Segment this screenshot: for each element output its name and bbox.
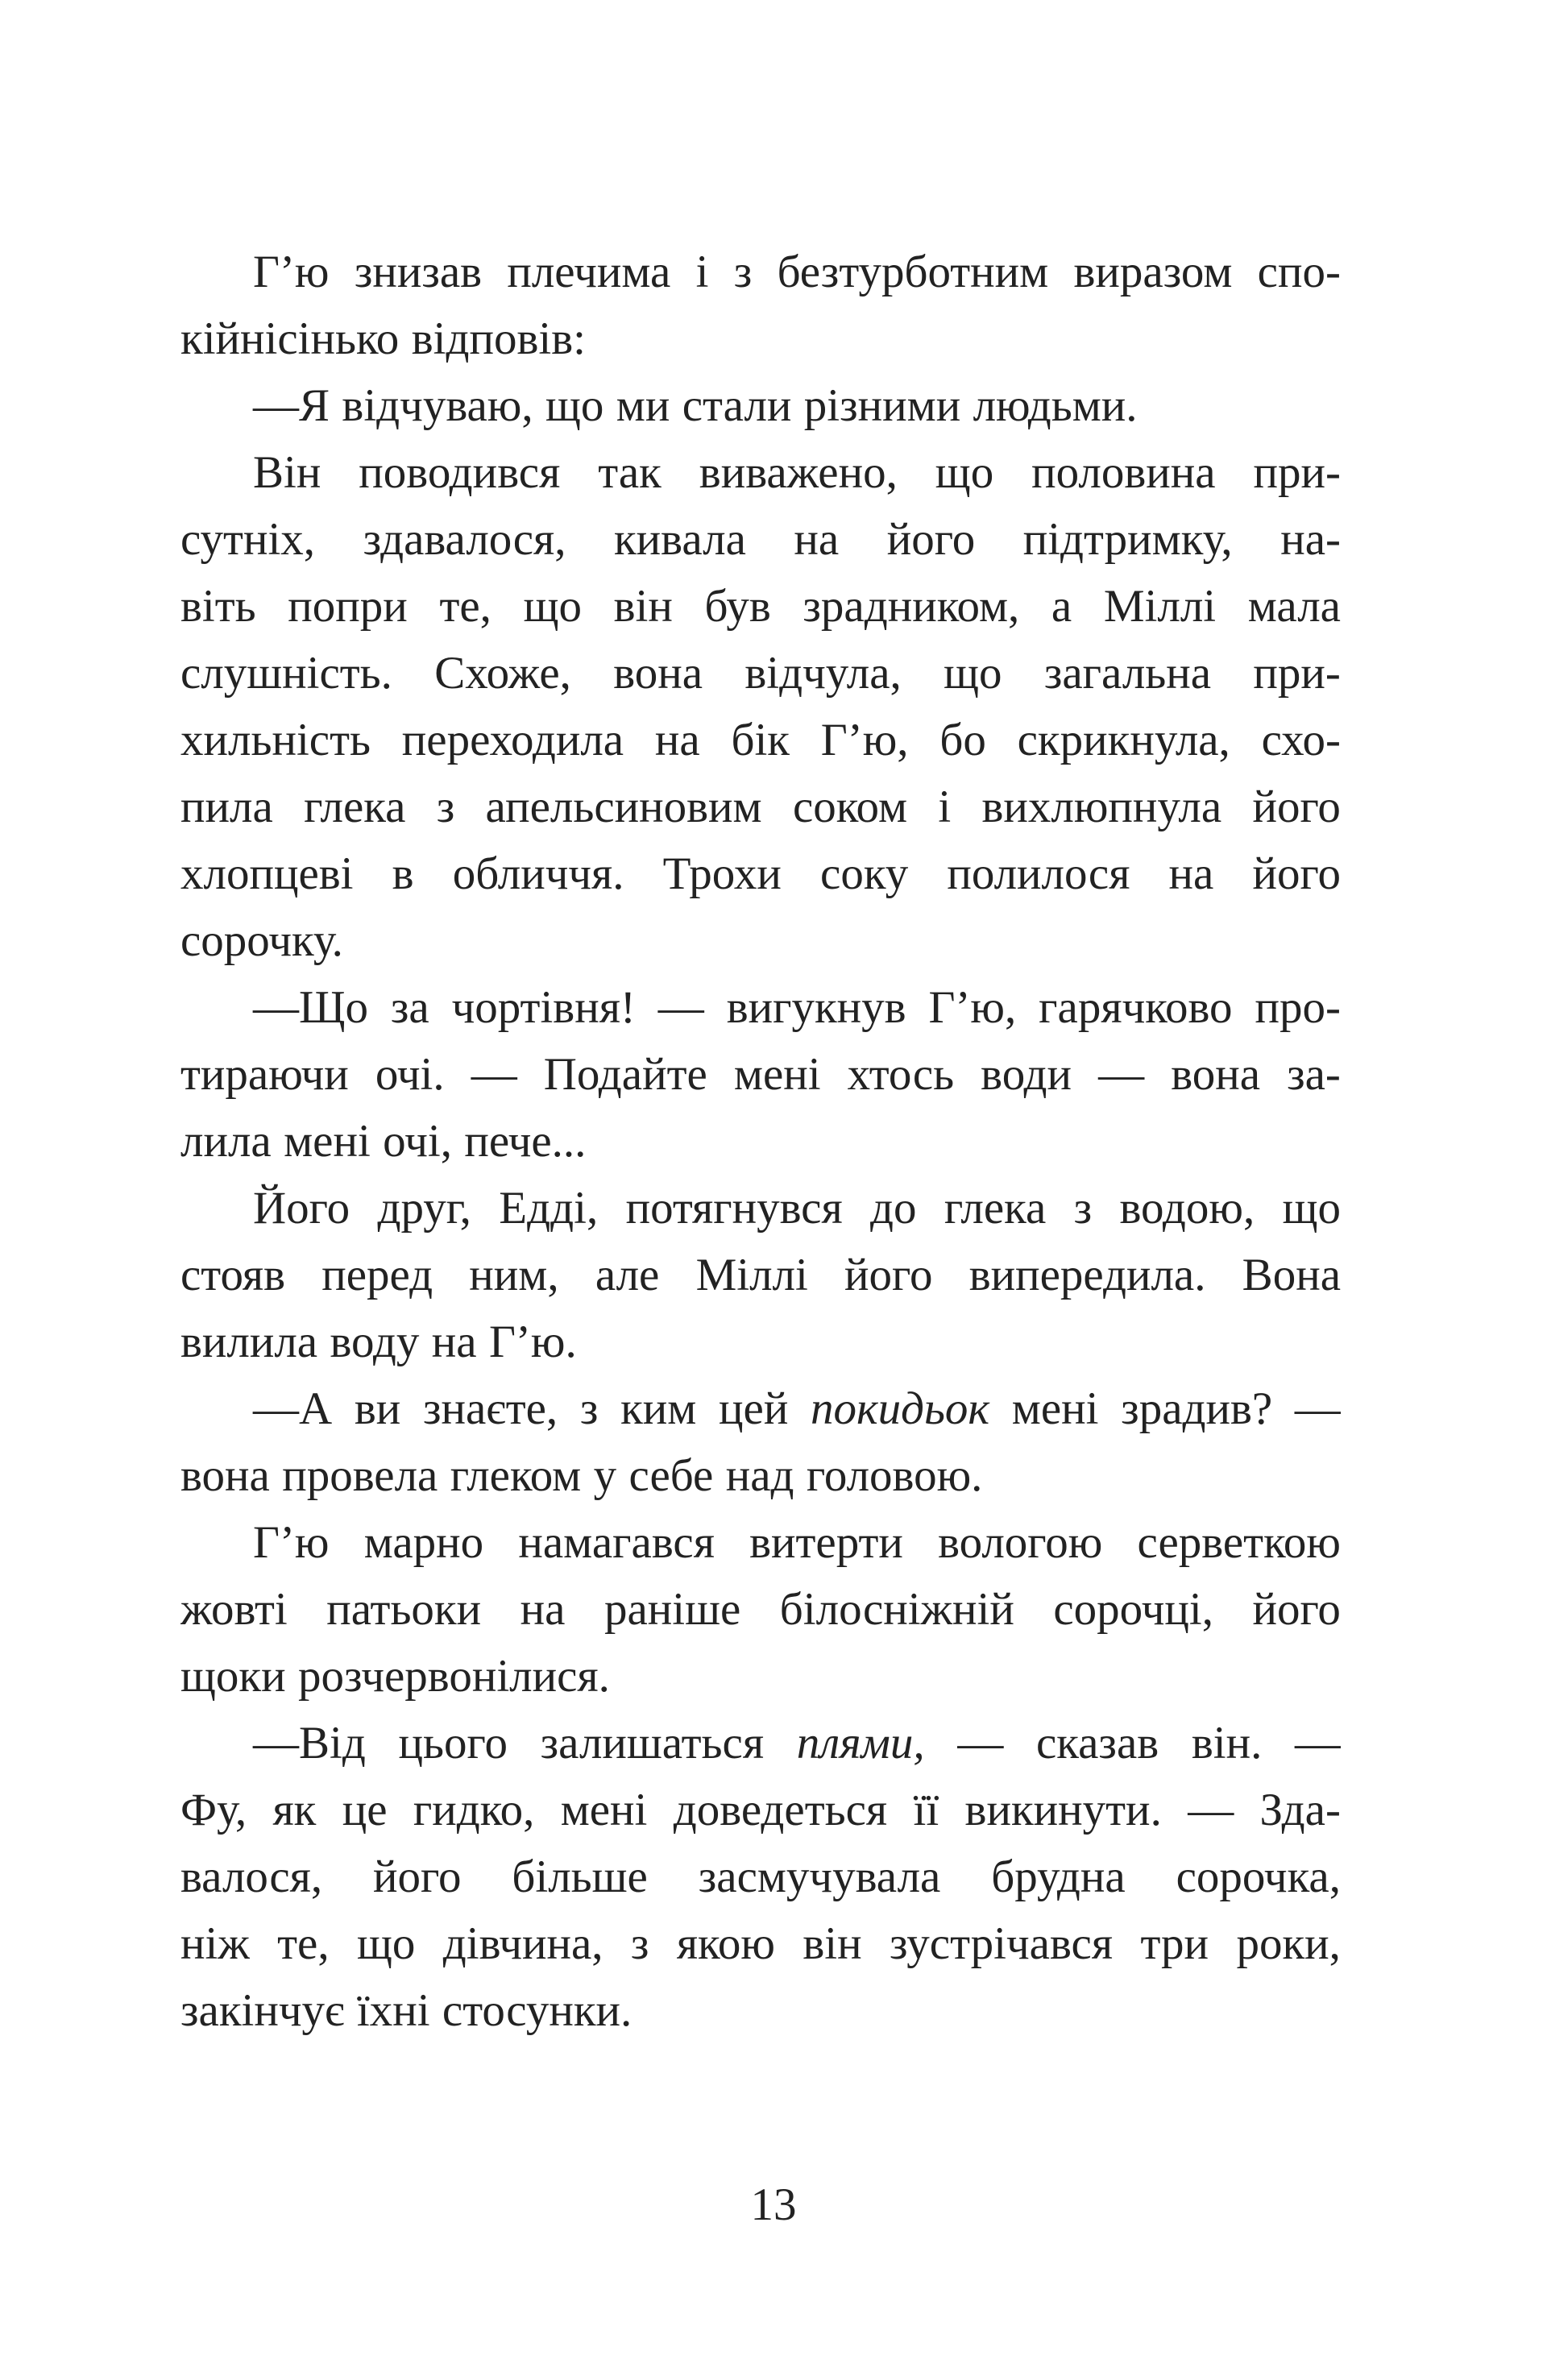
word: обличчя.	[452, 848, 624, 899]
text-line	[180, 773, 1341, 840]
word: глека	[944, 1183, 1047, 1234]
word: соком	[792, 782, 908, 832]
text-line	[180, 1643, 1341, 1710]
word: апельсиновим	[485, 782, 762, 832]
word: розчервонілися.	[297, 1651, 610, 1702]
text-line	[180, 1710, 1341, 1777]
word: його	[886, 514, 976, 565]
word: кійнісінько	[180, 313, 400, 364]
paragraph	[180, 1375, 1341, 1509]
word: відчула,	[744, 648, 902, 699]
text-line	[180, 840, 1341, 907]
word: жовті	[180, 1584, 288, 1635]
word: до	[870, 1183, 917, 1234]
word: себе	[628, 1450, 714, 1501]
text-line	[180, 238, 1341, 305]
word: при-	[1253, 447, 1341, 498]
text-line	[180, 439, 1341, 506]
word: ним,	[469, 1250, 559, 1300]
word: знизав	[354, 247, 483, 297]
word: стали	[682, 380, 792, 431]
word: —	[1098, 1049, 1145, 1100]
text-line	[180, 1041, 1341, 1108]
word: Г’ю	[253, 247, 330, 297]
word: дівчина,	[442, 1918, 603, 1969]
word: —	[1294, 1383, 1341, 1434]
word: Г’ю.	[488, 1316, 577, 1367]
word: —	[1188, 1785, 1234, 1835]
word: що	[545, 380, 604, 431]
word: бо	[939, 715, 986, 765]
word: Міллі	[695, 1250, 808, 1300]
text-line	[180, 974, 1341, 1041]
word: вологою	[938, 1517, 1103, 1568]
word: що	[935, 447, 994, 498]
word: —Я	[253, 380, 330, 431]
word: пила	[180, 782, 273, 832]
word: здавалося,	[363, 514, 566, 565]
word: пече...	[464, 1116, 587, 1167]
text-line	[180, 1576, 1341, 1643]
word: стосунки.	[442, 1985, 632, 2036]
word: покидьок	[811, 1383, 990, 1434]
paragraph	[180, 1175, 1341, 1375]
word: це	[342, 1785, 388, 1835]
word: хильність	[180, 715, 371, 765]
word: сорочці,	[1053, 1584, 1213, 1635]
paragraph	[180, 974, 1341, 1175]
word: мені	[284, 1116, 371, 1167]
word: його	[1252, 1584, 1341, 1635]
word: воду	[330, 1316, 420, 1367]
word: головою.	[806, 1450, 983, 1501]
word: мала	[1247, 581, 1341, 632]
word: вилила	[180, 1316, 318, 1367]
word: плями,	[796, 1718, 925, 1768]
word: ніж	[180, 1918, 250, 1969]
text-line	[180, 1509, 1341, 1576]
word: підтримку,	[1022, 514, 1233, 565]
word: —	[1295, 1718, 1341, 1768]
word: перед	[321, 1250, 433, 1300]
word: в	[392, 848, 414, 899]
word: раніше	[603, 1584, 741, 1635]
paragraph	[180, 238, 1341, 372]
word: за-	[1287, 1049, 1341, 1100]
word: водою,	[1119, 1183, 1255, 1234]
word: провела	[282, 1450, 438, 1501]
word: переходила	[401, 715, 624, 765]
word: глека	[304, 782, 406, 832]
paragraph	[180, 372, 1341, 439]
word: Г’ю	[253, 1517, 330, 1568]
word: його	[844, 1250, 933, 1300]
word: вихлюпнула	[981, 782, 1222, 832]
word: що	[944, 648, 1002, 699]
word: слушність.	[180, 648, 392, 699]
word: Міллі	[1103, 581, 1217, 632]
word: вона	[180, 1450, 270, 1501]
word: зрадив?	[1121, 1383, 1273, 1434]
word: хтось	[847, 1049, 955, 1100]
word: на	[431, 1316, 477, 1367]
word: Фу,	[180, 1785, 247, 1835]
word: Г’ю,	[928, 982, 1017, 1033]
word: при-	[1253, 648, 1341, 699]
text-line	[180, 506, 1341, 573]
word: цього	[398, 1718, 508, 1768]
word: з	[630, 1918, 649, 1969]
word: Схоже,	[434, 648, 571, 699]
word: мені	[560, 1785, 648, 1835]
word: його	[373, 1851, 462, 1902]
word: з	[436, 782, 455, 832]
word: з	[579, 1383, 599, 1434]
word: —	[471, 1049, 517, 1100]
word: гидко,	[413, 1785, 535, 1835]
word: —А	[253, 1383, 333, 1434]
word: попри	[288, 581, 408, 632]
word: виважено,	[699, 447, 898, 498]
text-line	[180, 305, 1341, 372]
word: у	[593, 1450, 617, 1501]
word: загальна	[1043, 648, 1212, 699]
word: поводився	[359, 447, 561, 498]
word: так	[598, 447, 662, 498]
word: плечима	[507, 247, 671, 297]
word: ми	[616, 380, 670, 431]
word: викинути.	[964, 1785, 1162, 1835]
word: полилося	[947, 848, 1130, 899]
word: як	[272, 1785, 317, 1835]
text-line	[180, 640, 1341, 707]
text-line	[180, 372, 1341, 439]
word: що	[1282, 1183, 1341, 1234]
text-line	[180, 707, 1341, 773]
paragraph	[180, 1710, 1341, 2044]
word: три	[1140, 1918, 1209, 1969]
word: на	[794, 514, 840, 565]
text-line	[180, 1175, 1341, 1242]
word: з	[733, 247, 753, 297]
word: на	[654, 715, 700, 765]
paragraph	[180, 439, 1341, 974]
word: —Від	[253, 1718, 366, 1768]
word: з	[1073, 1183, 1093, 1234]
word: зустрічався	[889, 1918, 1114, 1969]
text-line	[180, 1308, 1341, 1375]
word: на-	[1280, 514, 1341, 565]
word: більше	[512, 1851, 648, 1902]
word: валося,	[180, 1851, 323, 1902]
word: що	[523, 581, 582, 632]
word: білосніжній	[779, 1584, 1014, 1635]
word: він	[613, 581, 673, 632]
word: кивала	[613, 514, 746, 565]
word: брудна	[991, 1851, 1126, 1902]
word: щоки	[180, 1651, 286, 1702]
word: відчуваю,	[342, 380, 533, 431]
word: друг,	[377, 1183, 471, 1234]
word: але	[595, 1250, 660, 1300]
word: він.	[1191, 1718, 1263, 1768]
word: витерти	[749, 1517, 903, 1568]
word: бік	[731, 715, 790, 765]
word: відповів:	[411, 313, 586, 364]
paragraph	[180, 1509, 1341, 1710]
word: Його	[253, 1183, 350, 1234]
word: хлопцеві	[180, 848, 354, 899]
word: Він	[253, 447, 321, 498]
word: сорочка,	[1176, 1851, 1341, 1902]
word: засмучувала	[698, 1851, 941, 1902]
text-line	[180, 1910, 1341, 1977]
word: стояв	[180, 1250, 286, 1300]
word: що	[356, 1918, 416, 1969]
word: виразом	[1073, 247, 1233, 297]
word: Г’ю,	[820, 715, 909, 765]
word: мені	[1011, 1383, 1099, 1434]
word: був	[704, 581, 771, 632]
word: його	[1252, 782, 1341, 832]
word: за	[390, 982, 429, 1033]
word: вигукнув	[726, 982, 906, 1033]
text-line	[180, 1242, 1341, 1308]
word: чортівня!	[451, 982, 636, 1033]
word: серветкою	[1137, 1517, 1341, 1568]
text-line	[180, 1442, 1341, 1509]
word: спо-	[1257, 247, 1341, 297]
word: тираючи	[180, 1049, 349, 1100]
text-line	[180, 573, 1341, 640]
word: залишаться	[540, 1718, 765, 1768]
word: —	[657, 982, 704, 1033]
word: вона	[613, 648, 703, 699]
word: сутніх,	[180, 514, 316, 565]
word: безтурботним	[777, 247, 1049, 297]
word: соку	[820, 848, 909, 899]
word: його	[1252, 848, 1341, 899]
word: сорочку.	[180, 915, 343, 966]
word: ви	[354, 1383, 401, 1434]
word: зрадником,	[803, 581, 1020, 632]
text-line	[180, 1375, 1341, 1442]
word: марно	[363, 1517, 484, 1568]
word: Едді,	[499, 1183, 599, 1234]
word: те,	[439, 581, 491, 632]
word: те,	[277, 1918, 330, 1969]
text-line	[180, 1977, 1341, 2044]
word: а	[1051, 581, 1072, 632]
word: віть	[180, 581, 256, 632]
word: потягнувся	[625, 1183, 843, 1234]
word: над	[725, 1450, 794, 1501]
word: лила	[180, 1116, 272, 1167]
word: сказав	[1036, 1718, 1159, 1768]
word: її	[913, 1785, 939, 1835]
word: мені	[733, 1049, 821, 1100]
word: глеком	[450, 1450, 582, 1501]
word: очі.	[375, 1049, 445, 1100]
page-number: 13	[750, 2179, 797, 2230]
word: Вона	[1242, 1250, 1341, 1300]
word: закінчує	[180, 1985, 345, 2036]
word: якою	[676, 1918, 775, 1969]
word: на	[1168, 848, 1214, 899]
text-line	[180, 1843, 1341, 1910]
word: —Що	[253, 982, 369, 1033]
word: Подайте	[543, 1049, 707, 1100]
word: роки,	[1236, 1918, 1341, 1969]
word: схо-	[1261, 715, 1341, 765]
word: вона	[1171, 1049, 1261, 1100]
body-text	[180, 238, 1341, 2092]
word: цей	[719, 1383, 789, 1434]
word: ким	[620, 1383, 697, 1434]
word: людьми.	[973, 380, 1138, 431]
text-line	[180, 1108, 1341, 1175]
word: гарячково	[1039, 982, 1233, 1033]
word: очі,	[383, 1116, 452, 1167]
word: на	[520, 1584, 566, 1635]
text-line	[180, 1777, 1341, 1843]
text-line	[180, 907, 1341, 974]
word: випередила.	[968, 1250, 1206, 1300]
word: намагався	[518, 1517, 715, 1568]
word: він	[803, 1918, 862, 1969]
word: —	[957, 1718, 1004, 1768]
word: патьоки	[326, 1584, 482, 1635]
word: Зда-	[1259, 1785, 1341, 1835]
word: половина	[1031, 447, 1216, 498]
word: води	[981, 1049, 1072, 1100]
word: доведеться	[673, 1785, 888, 1835]
word: Трохи	[662, 848, 782, 899]
word: про-	[1255, 982, 1341, 1033]
word: різними	[803, 380, 961, 431]
word: скрикнула,	[1017, 715, 1230, 765]
word: їхні	[356, 1985, 430, 2036]
word: знаєте,	[422, 1383, 558, 1434]
word: і	[938, 782, 952, 832]
word: і	[695, 247, 709, 297]
